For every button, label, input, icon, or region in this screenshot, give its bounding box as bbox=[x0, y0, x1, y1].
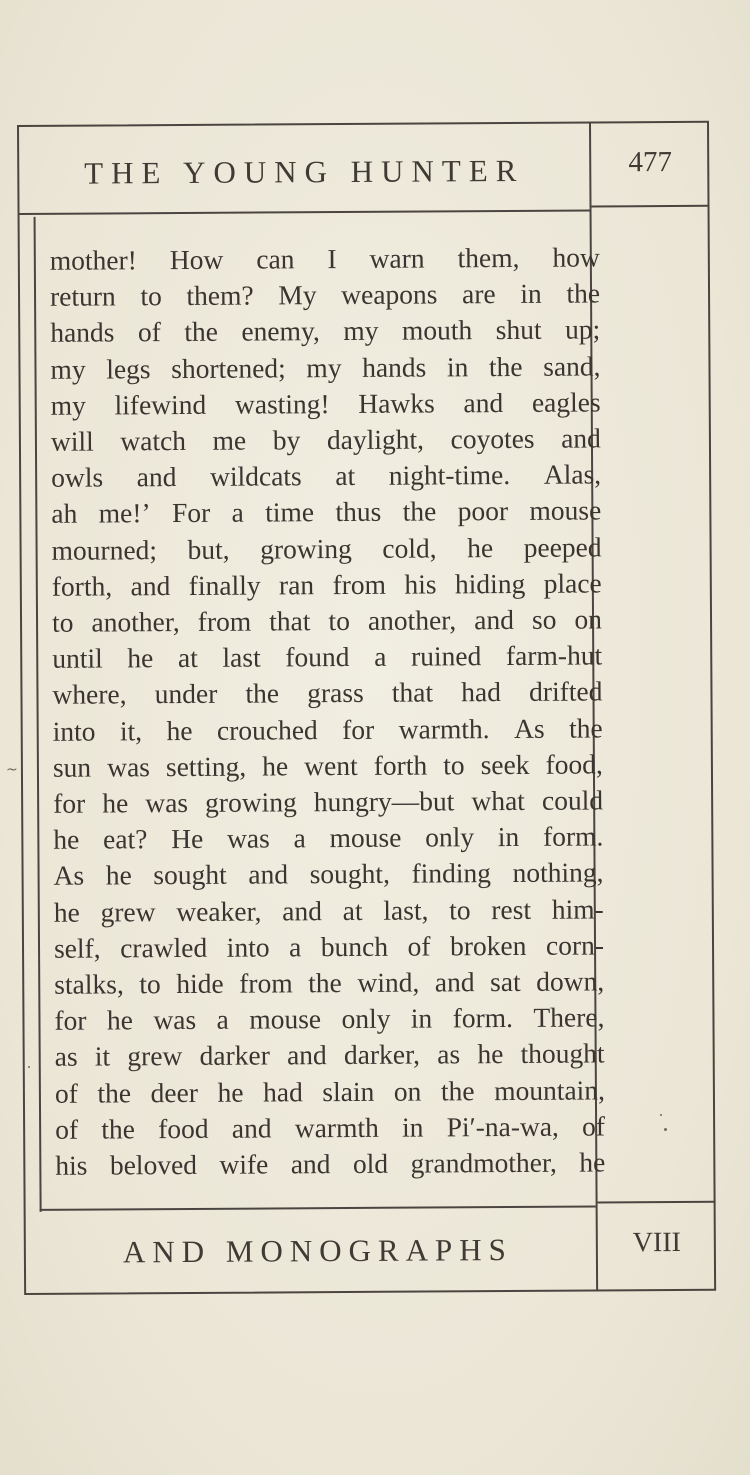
word: lifewind bbox=[114, 388, 207, 421]
word: for bbox=[54, 1004, 87, 1037]
text-line bbox=[55, 1036, 605, 1076]
word: food bbox=[158, 1112, 209, 1145]
word: shortened; bbox=[171, 351, 286, 384]
word: mouse bbox=[249, 1003, 322, 1035]
text-line bbox=[55, 1145, 605, 1185]
word: and bbox=[463, 386, 504, 419]
word: a bbox=[288, 931, 302, 963]
word: are bbox=[462, 278, 496, 310]
word: from bbox=[332, 568, 387, 600]
word: a bbox=[231, 497, 244, 529]
word: ah bbox=[51, 498, 78, 530]
word: crawled bbox=[120, 931, 208, 964]
word: for bbox=[342, 713, 375, 745]
word: my bbox=[50, 353, 86, 385]
word: but, bbox=[187, 533, 230, 565]
word: can bbox=[256, 243, 295, 275]
word: drifted bbox=[529, 675, 603, 708]
word: forth bbox=[373, 749, 428, 781]
text-line bbox=[51, 493, 601, 533]
text-line bbox=[50, 276, 600, 316]
word: hide bbox=[176, 967, 224, 1000]
word: sun bbox=[52, 751, 92, 783]
text-line bbox=[53, 819, 603, 859]
word: and bbox=[434, 966, 475, 998]
word: me bbox=[212, 424, 247, 456]
word: crouched bbox=[216, 713, 318, 746]
word: he bbox=[102, 787, 129, 819]
text-line bbox=[54, 963, 604, 1003]
text-line bbox=[51, 529, 601, 569]
word: broken bbox=[449, 929, 527, 962]
word: my bbox=[50, 389, 86, 421]
word: will bbox=[50, 425, 94, 457]
word: place bbox=[543, 567, 602, 599]
margin-tick-mark: ~ bbox=[6, 762, 18, 778]
word: it bbox=[94, 1040, 111, 1073]
word: How bbox=[169, 243, 224, 276]
word: for bbox=[53, 787, 86, 819]
word: My bbox=[278, 279, 317, 311]
word: could bbox=[541, 784, 604, 816]
word: bunch bbox=[320, 930, 389, 963]
word: darker bbox=[199, 1039, 270, 1072]
word: old bbox=[352, 1147, 389, 1180]
word: hands bbox=[362, 351, 427, 383]
word: nothing, bbox=[512, 856, 604, 889]
word: I bbox=[327, 243, 337, 275]
word: he bbox=[127, 642, 154, 674]
word: thus bbox=[335, 496, 382, 528]
word: corn- bbox=[545, 929, 605, 961]
word: mountain, bbox=[494, 1074, 605, 1106]
word: him- bbox=[551, 893, 604, 925]
word: up; bbox=[564, 313, 601, 346]
word: was bbox=[107, 751, 151, 783]
word: to bbox=[328, 605, 350, 637]
word: a bbox=[374, 640, 387, 673]
text-line bbox=[50, 312, 600, 352]
word: them, bbox=[457, 241, 520, 274]
word: last, bbox=[383, 894, 429, 926]
word: As bbox=[513, 712, 545, 744]
word: form. bbox=[452, 1002, 514, 1034]
text-line bbox=[50, 348, 600, 388]
text-line bbox=[53, 855, 603, 895]
word: sought, bbox=[309, 858, 390, 890]
word: beloved bbox=[109, 1148, 198, 1181]
word: of bbox=[55, 1113, 79, 1145]
word: into bbox=[226, 931, 270, 963]
word: warn bbox=[369, 242, 425, 274]
text-line bbox=[51, 457, 601, 497]
word: as bbox=[54, 1041, 78, 1073]
word: rest bbox=[491, 893, 532, 925]
word: into bbox=[52, 715, 96, 747]
word: on bbox=[393, 1075, 422, 1107]
word: to bbox=[139, 968, 161, 1000]
word: found bbox=[285, 641, 350, 673]
word: seek bbox=[480, 748, 530, 781]
page-number-box bbox=[591, 123, 710, 208]
word: food, bbox=[545, 748, 603, 780]
word: he bbox=[467, 531, 494, 563]
text-line bbox=[54, 927, 604, 967]
word: down, bbox=[536, 965, 605, 997]
word: to bbox=[443, 749, 465, 781]
word: weapons bbox=[341, 278, 438, 311]
word: night-time. bbox=[388, 459, 511, 491]
word: stalks, bbox=[54, 968, 124, 1000]
word: hiding bbox=[454, 567, 526, 600]
word: the bbox=[488, 350, 523, 382]
word: only bbox=[425, 821, 475, 853]
word: warmth bbox=[294, 1111, 379, 1144]
body-text-column bbox=[34, 214, 606, 1212]
word: legs bbox=[106, 352, 151, 385]
word: was bbox=[226, 822, 270, 854]
word: sat bbox=[490, 966, 521, 998]
word: his bbox=[55, 1149, 88, 1181]
page-number: 477 bbox=[628, 145, 673, 178]
word: growing bbox=[260, 532, 352, 565]
word: shut bbox=[495, 314, 542, 346]
word: where, bbox=[52, 678, 127, 711]
word: hungry—but bbox=[313, 785, 455, 818]
running-header-title: THE YOUNG HUNTER bbox=[84, 152, 525, 191]
word: the bbox=[566, 277, 601, 309]
body-text bbox=[50, 239, 616, 1184]
word: poor bbox=[457, 495, 509, 527]
word: enemy, bbox=[241, 315, 320, 348]
word: only bbox=[341, 1003, 391, 1035]
word: me!’ bbox=[98, 497, 151, 529]
word: and bbox=[286, 1039, 327, 1071]
word: Alas, bbox=[543, 458, 602, 491]
word: last bbox=[222, 641, 261, 673]
word: forth, bbox=[51, 570, 113, 602]
word: he bbox=[53, 896, 80, 928]
word: in bbox=[497, 821, 520, 853]
word: the bbox=[440, 1074, 475, 1107]
word: another, bbox=[367, 604, 457, 636]
word: he bbox=[53, 823, 80, 856]
word: them? bbox=[186, 279, 254, 312]
word: daylight, bbox=[326, 423, 425, 456]
word: wind, bbox=[357, 966, 420, 998]
word: another, bbox=[91, 606, 180, 638]
word: and bbox=[474, 604, 514, 636]
paper-speck bbox=[28, 1066, 30, 1068]
word: to bbox=[140, 280, 162, 312]
word: from bbox=[239, 967, 293, 999]
word: of bbox=[407, 930, 431, 962]
word: wife bbox=[219, 1148, 269, 1180]
word: owls bbox=[51, 461, 104, 494]
word: to bbox=[51, 606, 74, 638]
word: that bbox=[269, 605, 311, 637]
word: Hawks bbox=[358, 387, 435, 419]
word: to bbox=[449, 893, 471, 926]
word: a bbox=[293, 822, 306, 854]
word: grandmother, bbox=[410, 1146, 557, 1179]
word: at bbox=[342, 894, 363, 926]
word: farm-hut bbox=[505, 639, 603, 672]
text-line bbox=[53, 746, 603, 786]
word: his bbox=[404, 568, 437, 600]
word: ran bbox=[278, 569, 315, 601]
running-footer-title: AND MONOGRAPHS bbox=[122, 1231, 513, 1270]
word: and bbox=[130, 569, 171, 602]
word: self, bbox=[53, 932, 101, 964]
word: he bbox=[217, 1076, 244, 1108]
word: As bbox=[53, 860, 85, 892]
word: a bbox=[216, 1003, 229, 1036]
word: of bbox=[137, 316, 161, 348]
word: was bbox=[153, 1004, 197, 1036]
text-line bbox=[55, 1072, 605, 1112]
word: He bbox=[171, 823, 204, 855]
word: of bbox=[54, 1077, 78, 1109]
word: grass bbox=[307, 677, 364, 709]
word: he bbox=[477, 1038, 504, 1070]
word: eagles bbox=[531, 386, 601, 418]
word: the bbox=[245, 677, 280, 710]
word: weaker, bbox=[176, 895, 262, 927]
word: he bbox=[105, 859, 132, 891]
word: by bbox=[272, 424, 301, 456]
word: that bbox=[391, 676, 434, 709]
word: was bbox=[145, 787, 189, 819]
word: in bbox=[401, 1111, 424, 1143]
word: under bbox=[154, 678, 218, 710]
word: wasting! bbox=[234, 387, 330, 420]
word: he bbox=[579, 1146, 606, 1178]
word: of bbox=[582, 1110, 606, 1142]
word: finding bbox=[411, 857, 492, 890]
word: ruined bbox=[410, 640, 482, 672]
word: until bbox=[52, 642, 103, 675]
running-header bbox=[19, 124, 590, 215]
word: had bbox=[461, 676, 502, 708]
word: in bbox=[520, 278, 542, 310]
word: mother! bbox=[49, 244, 137, 276]
word: the bbox=[101, 1113, 136, 1145]
word: eat? bbox=[103, 823, 148, 855]
text-line bbox=[55, 1108, 605, 1148]
word: the bbox=[308, 967, 342, 999]
word: mouse bbox=[529, 494, 602, 527]
word: the bbox=[402, 495, 437, 528]
text-line bbox=[50, 239, 600, 279]
word: and bbox=[561, 422, 601, 454]
word: grew bbox=[127, 1040, 183, 1072]
word: it, bbox=[119, 714, 143, 747]
word: how bbox=[552, 241, 600, 273]
word: coyotes bbox=[450, 422, 535, 455]
word: the bbox=[568, 712, 603, 744]
text-line bbox=[52, 565, 602, 605]
text-line bbox=[54, 891, 604, 931]
word: hands bbox=[50, 316, 115, 349]
word: warmth. bbox=[398, 712, 490, 745]
word: and bbox=[231, 1112, 272, 1144]
word: went bbox=[304, 749, 358, 782]
page-frame bbox=[17, 121, 716, 1295]
word: on bbox=[574, 603, 603, 635]
text-line bbox=[54, 1000, 604, 1040]
word: form. bbox=[542, 820, 604, 853]
word: return bbox=[49, 280, 116, 313]
word: time bbox=[265, 496, 315, 528]
text-line bbox=[53, 782, 603, 822]
word: he bbox=[166, 714, 193, 746]
volume-number: VIII bbox=[632, 1226, 682, 1259]
word: There, bbox=[533, 1001, 605, 1034]
word: my bbox=[343, 315, 379, 347]
paper-speck bbox=[664, 1128, 667, 1131]
word: cold, bbox=[382, 532, 437, 564]
word: and bbox=[282, 894, 323, 927]
word: my bbox=[306, 351, 342, 383]
word: as bbox=[437, 1038, 461, 1070]
word: grew bbox=[100, 895, 156, 928]
word: thought bbox=[520, 1037, 605, 1070]
word: so bbox=[531, 603, 557, 635]
word: setting, bbox=[165, 750, 247, 782]
word: mouth bbox=[401, 314, 473, 347]
word: sought bbox=[153, 859, 227, 891]
word: at bbox=[335, 460, 356, 492]
text-line bbox=[52, 601, 602, 641]
word: slain bbox=[322, 1075, 375, 1107]
running-footer bbox=[40, 1205, 597, 1294]
word: he bbox=[106, 1004, 134, 1036]
word: and bbox=[290, 1148, 331, 1180]
volume-box bbox=[598, 1201, 717, 1288]
text-line bbox=[52, 638, 602, 678]
word: and bbox=[136, 461, 177, 493]
word: mourned; bbox=[51, 533, 158, 566]
word: watch bbox=[120, 424, 187, 457]
word: finally bbox=[188, 569, 261, 601]
word: the bbox=[97, 1076, 132, 1109]
word: sand, bbox=[543, 350, 601, 382]
text-line bbox=[51, 384, 601, 424]
word: in bbox=[446, 350, 469, 382]
word: darker, bbox=[343, 1039, 421, 1071]
word: peeped bbox=[523, 531, 602, 563]
word: Pi′-na-wa, bbox=[446, 1110, 559, 1143]
word: For bbox=[171, 497, 211, 529]
text-line bbox=[51, 420, 601, 460]
text-line bbox=[53, 710, 603, 750]
word: and bbox=[248, 858, 289, 891]
word: had bbox=[262, 1075, 303, 1108]
word: what bbox=[471, 784, 525, 817]
word: he bbox=[262, 750, 289, 782]
paper-speck bbox=[660, 1114, 662, 1116]
word: at bbox=[177, 642, 198, 674]
word: wildcats bbox=[209, 460, 302, 493]
word: growing bbox=[205, 786, 297, 818]
word: the bbox=[184, 316, 219, 348]
word: deer bbox=[150, 1076, 199, 1108]
word: in bbox=[410, 1002, 433, 1034]
word: from bbox=[197, 605, 252, 637]
text-line bbox=[52, 674, 602, 714]
word: mouse bbox=[329, 821, 402, 854]
